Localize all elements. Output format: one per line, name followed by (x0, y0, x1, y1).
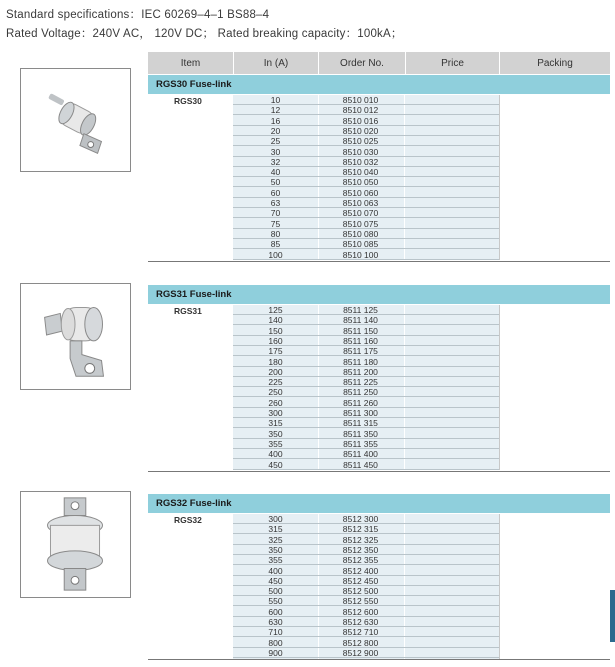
order-number-cell: 8511 175 (343, 346, 378, 357)
order-number-cell: 8512 710 (342, 627, 379, 638)
order-number-cell: 8511 260 (343, 397, 378, 408)
order-number-cell: 8512 355 (342, 555, 379, 566)
order-number-cell: 8510 040 (342, 167, 379, 178)
rated-current-cell: 315 (268, 524, 283, 535)
rated-current-cell: 260 (268, 397, 283, 408)
table-row (233, 336, 499, 346)
rated-current-cell: 16 (270, 115, 281, 126)
order-number-cell: 8510 016 (342, 115, 379, 126)
table-row (233, 305, 499, 315)
order-number-cell: 8512 900 (342, 647, 379, 658)
rated-current-cell: 30 (270, 146, 281, 157)
rated-current-cell: 60 (270, 187, 281, 198)
order-number-cell: 8511 180 (343, 356, 378, 367)
section-body-rgs30 (148, 95, 610, 260)
model-label-rgs31: RGS31 (174, 306, 202, 316)
order-number-cell: 8512 400 (342, 565, 379, 576)
table-row (233, 367, 499, 377)
rated-current-cell: 315 (268, 418, 283, 429)
order-number-cell: 8511 160 (343, 335, 378, 346)
rated-current-cell: 10 (270, 95, 281, 105)
rated-current-cell: 140 (268, 315, 283, 326)
order-number-cell: 8512 325 (342, 534, 379, 545)
table-row (233, 408, 499, 418)
order-number-cell: 8511 450 (343, 459, 378, 470)
table-row (233, 449, 499, 459)
rated-current-cell: 450 (268, 459, 283, 470)
rated-current-cell: 350 (268, 428, 283, 439)
order-number-cell: 8510 012 (342, 105, 379, 116)
order-number-cell: 8511 315 (343, 418, 378, 429)
rated-current-cell: 350 (268, 544, 283, 555)
rated-current-cell: 75 (270, 218, 281, 229)
table-row (233, 315, 499, 325)
rated-current-cell: 25 (270, 136, 281, 147)
section-title-rgs30: RGS30 Fuse-link (148, 75, 610, 94)
table-row (233, 219, 499, 229)
rated-current-cell: 250 (268, 387, 283, 398)
order-number-cell: 8511 150 (343, 325, 378, 336)
table-row (233, 177, 499, 187)
rated-current-cell: 710 (268, 627, 283, 638)
fuse-link-rgs32-image (20, 491, 131, 598)
table-row (233, 460, 499, 470)
order-number-cell: 8510 025 (342, 136, 379, 147)
rated-current-cell: 355 (268, 555, 283, 566)
rated-current-cell: 175 (268, 346, 283, 357)
model-label-rgs30: RGS30 (174, 96, 202, 106)
order-number-cell: 8512 500 (342, 586, 379, 597)
order-number-cell: 8512 350 (342, 544, 379, 555)
table-row (233, 627, 499, 637)
rated-current-cell: 225 (268, 377, 283, 388)
order-number-cell: 8512 550 (342, 596, 379, 607)
order-number-cell: 8510 010 (342, 95, 379, 105)
order-number-cell: 8511 355 (343, 438, 378, 449)
rated-current-cell: 630 (268, 617, 283, 627)
table-row (233, 346, 499, 356)
section-title-rgs32: RGS32 Fuse-link (148, 494, 610, 513)
table-row (233, 566, 499, 576)
order-number-cell: 8511 140 (343, 315, 378, 326)
fuse-link-rgs30-image (20, 68, 131, 172)
rated-current-cell: 355 (268, 438, 283, 449)
table-row (233, 136, 499, 146)
rated-current-cell: 450 (268, 575, 283, 586)
table-row (233, 586, 499, 596)
rated-current-cell: 125 (268, 305, 283, 315)
rated-current-cell: 300 (268, 408, 283, 418)
order-number-cell: 8510 060 (342, 187, 379, 198)
rated-current-cell: 400 (268, 449, 283, 460)
rated-current-cell: 32 (270, 156, 281, 167)
table-row (233, 326, 499, 336)
order-number-cell: 8511 250 (343, 387, 378, 398)
column-header-order-no: Order No. (318, 52, 405, 74)
section-title-rgs31: RGS31 Fuse-link (148, 285, 610, 304)
order-number-cell: 8510 030 (342, 146, 379, 157)
column-header-item: Item (180, 57, 201, 69)
rated-current-cell: 600 (268, 606, 283, 617)
rated-voltage-specifications: Rated Voltage：240V AC， 120V DC； Rated breaking capacity：100kA； (6, 28, 403, 40)
table-row (233, 596, 499, 606)
rated-current-cell: 100 (268, 249, 283, 260)
rated-current-cell: 150 (268, 325, 283, 336)
order-number-cell: 8512 800 (342, 637, 379, 648)
table-header (148, 52, 610, 74)
table-row (233, 147, 499, 157)
order-number-cell: 8512 630 (342, 617, 379, 627)
column-header-price: Price (405, 52, 499, 74)
order-number-cell: 8511 400 (343, 449, 378, 460)
rated-current-cell: 325 (268, 534, 283, 545)
table-row (233, 398, 499, 408)
table-row (233, 157, 499, 167)
table-row (233, 105, 499, 115)
table-row (233, 377, 499, 387)
rated-current-cell: 900 (268, 647, 283, 658)
table-row (233, 167, 499, 177)
table-row (233, 126, 499, 136)
table-row (233, 208, 499, 218)
order-number-cell: 8510 075 (342, 218, 379, 229)
table-row (233, 357, 499, 367)
table-row (233, 439, 499, 449)
order-number-cell: 8512 600 (342, 606, 379, 617)
rated-current-cell: 500 (268, 586, 283, 597)
table-row (233, 95, 499, 105)
order-number-cell: 8510 050 (342, 177, 379, 188)
side-tab-marker (610, 590, 615, 642)
rated-current-cell: 80 (270, 228, 281, 239)
rated-current-cell: 85 (270, 239, 281, 250)
table-row (233, 545, 499, 555)
order-number-cell: 8511 200 (343, 366, 378, 377)
rated-current-cell: 400 (268, 565, 283, 576)
order-number-cell: 8510 063 (342, 198, 379, 208)
order-number-cell: 8510 085 (342, 239, 379, 250)
fuse-link-rgs31-image (20, 283, 131, 390)
table-row (233, 229, 499, 239)
order-number-cell: 8510 100 (342, 249, 379, 260)
order-number-cell: 8510 080 (342, 228, 379, 239)
table-row (233, 429, 499, 439)
table-row (233, 638, 499, 648)
order-number-cell: 8512 450 (342, 575, 379, 586)
order-number-cell: 8512 315 (342, 524, 379, 535)
rated-current-cell: 20 (270, 125, 281, 136)
table-row (233, 576, 499, 586)
table-row (233, 607, 499, 617)
table-row (233, 514, 499, 524)
table-row (233, 198, 499, 208)
section-body-rgs32 (148, 514, 610, 659)
order-number-cell: 8511 300 (343, 408, 378, 418)
order-number-cell: 8510 032 (342, 156, 379, 167)
standard-specifications: Standard specifications：IEC 60269–4–1 BS88–4 (6, 9, 270, 21)
rated-current-cell: 160 (268, 335, 283, 346)
fuse-link-table (148, 52, 610, 664)
table-row (233, 418, 499, 428)
table-row (233, 239, 499, 249)
table-row (233, 524, 499, 534)
table-row (233, 555, 499, 565)
order-number-cell: 8511 125 (343, 305, 378, 315)
order-number-cell: 8512 300 (342, 514, 379, 524)
table-row (233, 116, 499, 126)
rated-current-cell: 200 (268, 366, 283, 377)
rated-current-cell: 550 (268, 596, 283, 607)
rated-current-cell: 70 (270, 208, 281, 219)
rated-current-cell: 40 (270, 167, 281, 178)
rated-current-cell: 180 (268, 356, 283, 367)
table-row (233, 617, 499, 627)
rated-current-cell: 12 (270, 105, 281, 116)
rated-current-cell: 300 (268, 514, 283, 524)
rated-current-cell: 800 (268, 637, 283, 648)
table-row (233, 648, 499, 658)
table-row (233, 188, 499, 198)
column-header-in: In (A) (233, 52, 318, 74)
rated-current-cell: 50 (270, 177, 281, 188)
table-row (233, 387, 499, 397)
column-header-packing: Packing (499, 52, 610, 74)
table-row (233, 535, 499, 545)
table-row (233, 250, 499, 260)
section-body-rgs31 (148, 305, 610, 470)
order-number-cell: 8510 070 (342, 208, 379, 219)
order-number-cell: 8511 350 (343, 428, 378, 439)
order-number-cell: 8511 225 (343, 377, 378, 388)
model-label-rgs32: RGS32 (174, 515, 202, 525)
order-number-cell: 8510 020 (342, 125, 379, 136)
rated-current-cell: 63 (270, 198, 281, 208)
